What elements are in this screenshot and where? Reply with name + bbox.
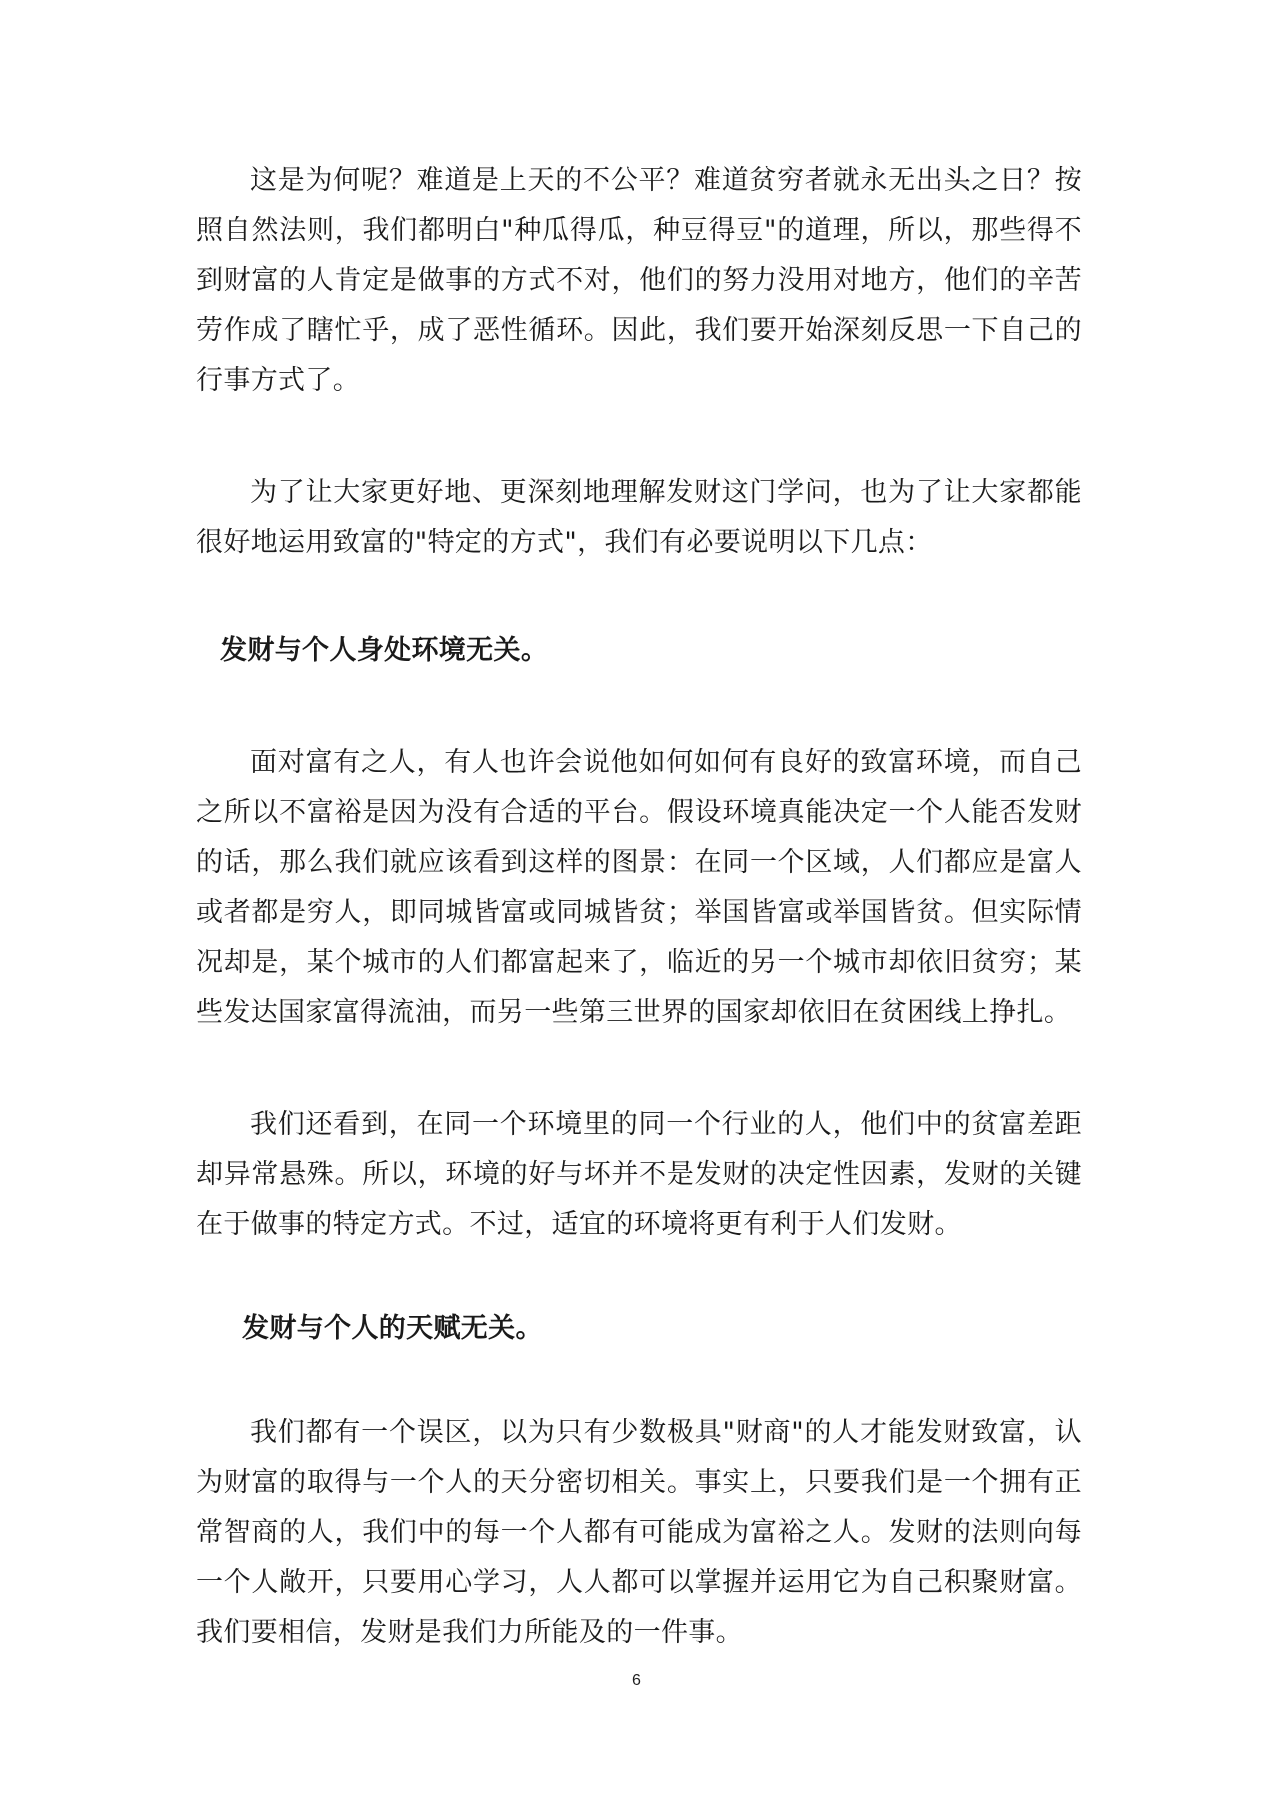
paragraph-2: 为了让大家更好地、更深刻地理解发财这门学问，也为了让大家都能很好地运用致富的"特定的方式"，我们有必要说明以下几点： xyxy=(196,477,1082,558)
paragraph-1: 这是为何呢？难道是上天的不公平？难道贫穷者就永无出头之日？按照自然法则，我们都明白"种瓜得瓜，种豆得豆"的道理，所以，那些得不到财富的人肯定是做事的方式不对，他们的努力没用对地方，他们的辛苦劳作成了瞎忙乎，成了恶性循环。因此，我们要开始深刻反思一下自己的行事方式了。 xyxy=(196,165,1082,396)
document-body xyxy=(196,156,1082,1658)
paragraph-5: 我们都有一个误区，以为只有少数极具"财商"的人才能发财致富，认为财富的取得与一个人的天分密切相关。事实上，只要我们是一个拥有正常智商的人，我们中的每一个人都有可能成为富裕之人。发财的法则向每一个人敞开，只要用心学习，人人都可以掌握并运用它为自己积聚财富。我们要相信，发财是我们力所能及的一件事。 xyxy=(196,1417,1082,1648)
page-number: 6 xyxy=(632,1672,641,1689)
paragraph-4: 我们还看到，在同一个环境里的同一个行业的人，他们中的贫富差距却异常悬殊。所以，环境的好与坏并不是发财的决定性因素，发财的关键在于做事的特定方式。不过，适宜的环境将更有利于人们发财。 xyxy=(196,1109,1082,1240)
section-heading-environment: 发财与个人身处环境无关。 xyxy=(220,635,549,666)
paragraph-3: 面对富有之人，有人也许会说他如何如何有良好的致富环境，而自己之所以不富裕是因为没有合适的平台。假设环境真能决定一个人能否发财的话，那么我们就应该看到这样的图景：在同一个区域，人们都应是富人或者都是穷人，即同城皆富或同城皆贫；举国皆富或举国皆贫。但实际情况却是，某个城市的人们都富起来了，临近的另一个城市却依旧贫穷；某些发达国家富得流油，而另一些第三世界的国家却依旧在贫困线上挣扎。 xyxy=(196,747,1082,1028)
section-heading-talent: 发财与个人的天赋无关。 xyxy=(242,1313,543,1344)
